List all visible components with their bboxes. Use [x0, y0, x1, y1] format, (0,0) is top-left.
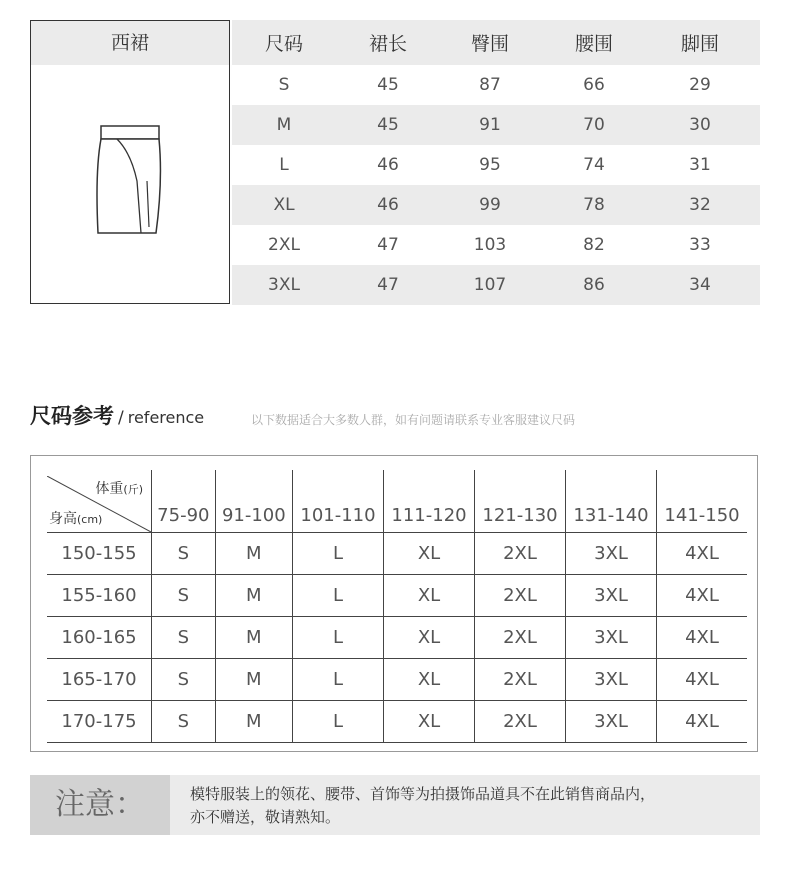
corner-weight-label	[95, 478, 143, 498]
pencil-skirt-icon	[87, 121, 187, 241]
size-cell: 2XL	[475, 533, 566, 575]
reference-heading	[30, 400, 204, 430]
reference-title: 尺码参考	[30, 404, 114, 428]
size-cell: L	[292, 575, 383, 617]
weight-range-header: 91-100	[215, 470, 292, 533]
table-cell: 78	[583, 195, 605, 215]
weight-range-header: 111-120	[384, 470, 475, 533]
table-row	[47, 533, 747, 575]
size-cell: S	[152, 533, 216, 575]
table-cell: 31	[689, 155, 711, 175]
table-cell: 66	[583, 75, 605, 95]
reference-note: 以下数据适合大多数人群，如有问题请联系专业客服建议尺码	[251, 413, 576, 427]
size-cell: 3XL	[566, 533, 657, 575]
height-range-cell: 165-170	[47, 659, 152, 701]
size-cell: XL	[384, 701, 475, 743]
table-cell: XL	[273, 195, 295, 215]
table-cell: 46	[377, 155, 399, 175]
table-cell: L	[279, 155, 289, 175]
weight-range-header: 101-110	[292, 470, 383, 533]
size-cell: S	[152, 617, 216, 659]
size-cell: L	[292, 659, 383, 701]
table-row	[47, 659, 747, 701]
size-cell: L	[292, 617, 383, 659]
header-cell: 脚围	[680, 33, 719, 55]
table-cell: 46	[377, 195, 399, 215]
size-cell: M	[215, 701, 292, 743]
product-title: 西裙	[31, 21, 229, 65]
size-cell: M	[215, 617, 292, 659]
size-cell: 3XL	[566, 617, 657, 659]
table-row	[232, 145, 760, 185]
reference-header-row	[47, 470, 747, 533]
table-cell: 107	[473, 275, 507, 295]
table-cell: 87	[479, 75, 501, 95]
size-cell: M	[215, 533, 292, 575]
notice-line: 亦不赠送，敬请熟知。	[190, 808, 341, 826]
table-cell: 45	[377, 75, 399, 95]
table-cell: 103	[473, 235, 507, 255]
header-cell: 臀围	[470, 33, 509, 55]
size-cell: S	[152, 701, 216, 743]
table-cell: 99	[479, 195, 501, 215]
table-cell: 45	[377, 115, 399, 135]
size-cell: 2XL	[475, 617, 566, 659]
table-cell: 47	[377, 275, 399, 295]
table-cell: 29	[689, 75, 711, 95]
size-cell: XL	[384, 533, 475, 575]
header-cell: 裙长	[368, 33, 407, 55]
table-cell: 47	[377, 235, 399, 255]
table-row	[232, 185, 760, 225]
reference-title-en: reference	[127, 408, 205, 427]
height-label: 身高	[49, 511, 77, 527]
notice-label: 注意：	[30, 775, 170, 835]
height-range-cell: 170-175	[47, 701, 152, 743]
size-cell: 4XL	[657, 701, 747, 743]
notice-text	[190, 783, 755, 829]
size-cell: 2XL	[475, 701, 566, 743]
table-cell: 34	[689, 275, 711, 295]
height-range-cell: 155-160	[47, 575, 152, 617]
table-cell: 82	[583, 235, 605, 255]
size-cell: XL	[384, 575, 475, 617]
size-cell: 3XL	[566, 575, 657, 617]
product-card	[30, 20, 230, 304]
size-cell: L	[292, 533, 383, 575]
size-cell: 2XL	[475, 659, 566, 701]
table-cell: 74	[583, 155, 605, 175]
size-cell: S	[152, 575, 216, 617]
header-cell: 尺码	[264, 33, 303, 55]
size-cell: 3XL	[566, 659, 657, 701]
table-cell: 91	[479, 115, 501, 135]
table-cell: S	[278, 75, 290, 95]
size-cell: S	[152, 659, 216, 701]
height-range-cell: 160-165	[47, 617, 152, 659]
height-range-cell: 150-155	[47, 533, 152, 575]
size-cell: XL	[384, 659, 475, 701]
size-cell: 2XL	[475, 575, 566, 617]
size-cell: M	[215, 575, 292, 617]
corner-header	[47, 470, 152, 533]
table-cell: 30	[689, 115, 711, 135]
table-row	[47, 701, 747, 743]
table-cell: 70	[583, 115, 605, 135]
height-unit: (cm)	[77, 513, 103, 526]
weight-range-header: 121-130	[475, 470, 566, 533]
size-table	[232, 20, 760, 305]
weight-range-header: 141-150	[657, 470, 747, 533]
table-cell: 2XL	[268, 235, 300, 255]
notice-line: 模特服装上的领花、腰带、首饰等为拍摄饰品道具不在此销售商品内，	[190, 785, 656, 803]
size-cell: 4XL	[657, 659, 747, 701]
weight-label: 体重	[95, 481, 124, 497]
table-cell: 95	[479, 155, 501, 175]
weight-unit: (斤)	[123, 483, 143, 496]
size-cell: 4XL	[657, 575, 747, 617]
reference-slash: /	[118, 408, 124, 428]
size-cell: 3XL	[566, 701, 657, 743]
table-row	[47, 617, 747, 659]
table-cell: 33	[689, 235, 711, 255]
weight-range-header: 131-140	[566, 470, 657, 533]
weight-range-header: 75-90	[152, 470, 216, 533]
table-row	[47, 575, 747, 617]
table-cell: 86	[583, 275, 605, 295]
table-row	[232, 225, 760, 265]
reference-table-box	[30, 455, 758, 752]
size-cell: XL	[384, 617, 475, 659]
size-cell: 4XL	[657, 617, 747, 659]
size-cell: L	[292, 701, 383, 743]
table-cell: 32	[689, 195, 711, 215]
header-cell: 腰围	[574, 33, 613, 55]
table-cell: 3XL	[268, 275, 300, 295]
table-cell: M	[276, 115, 292, 135]
size-table-header	[232, 20, 760, 65]
size-cell: M	[215, 659, 292, 701]
corner-height-label	[49, 508, 102, 528]
table-row	[232, 265, 760, 305]
table-row	[232, 105, 760, 145]
reference-table	[47, 470, 747, 743]
notice-box	[30, 775, 760, 835]
size-cell: 4XL	[657, 533, 747, 575]
table-row	[232, 65, 760, 105]
